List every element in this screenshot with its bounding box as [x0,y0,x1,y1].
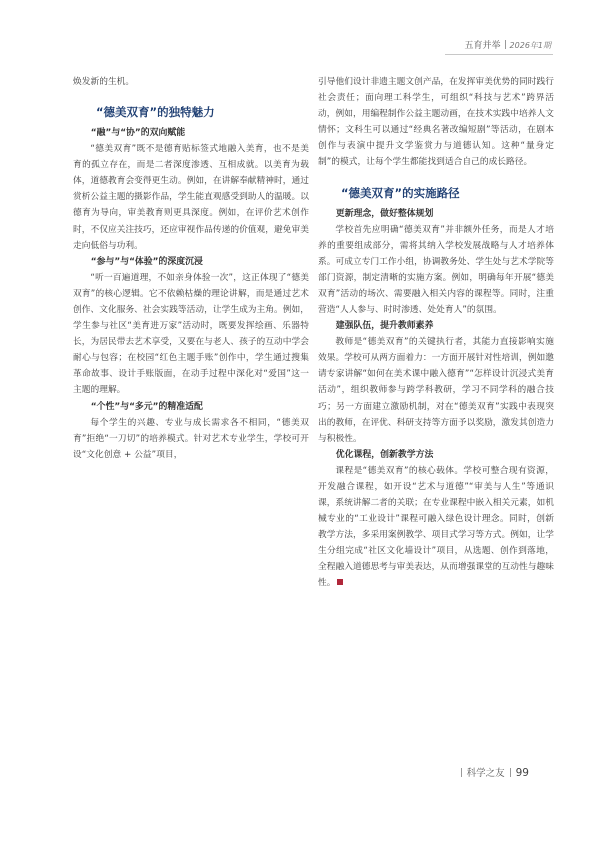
header-issue: 2026年1期 [509,41,551,50]
header-section: 五育并举 [464,41,501,51]
header-rule [445,54,553,55]
subheading-curriculum: 优化课程，创新教学方法 [335,449,434,460]
left-column [73,74,309,463]
footer-divider-left [461,768,462,777]
subheading-planning: 更新理念，做好整体规划 [335,208,434,219]
paragraph-fusion: “德美双育”既不是德育贴标签式地融入美育，也不是美育的孤立存在，而是二者深度渗透、互相成就。以美育为载体，道德教育会变得更生动。例如，在讲解奉献精神时，通过赏析公益主题的摄影作品，学生能直观感受到助人的温暖。以德育为导向，审美教育则更具深度。例如，在评价艺术创作时，不仅应关注技巧，还应审视作品传递的价值观，避免审美走向低俗与功利。 [73,144,309,251]
page-number: 99 [515,767,529,779]
header-divider [505,40,506,49]
article-end-mark-icon [337,579,343,585]
subheading-teachers: 建强队伍，提升教师素养 [335,321,434,332]
spacer [318,171,554,184]
left-intro-paragraph: 焕发新的生机。 [73,77,135,87]
section-heading-charm: “德美双育”的独特魅力 [96,105,215,120]
footer-divider-right [510,768,511,777]
paragraph-teachers: 教师是“德美双育”的关键执行者，其能力直接影响实施效果。学校可从两方面着力：一方面开展针对性培训，例如邀请专家讲解“如何在美术课中融入德育”“怎样设计沉浸式美育活动”，组织教师参与跨学科教研，学习不同学科的融合技巧；另一方面建立激励机制，对在“德美双育”实践中表现突出的教师，在评优、科研支持等方面予以奖励，激发其创造力与积极性。 [318,337,554,444]
page-footer [456,765,529,779]
spacer [73,90,309,103]
right-column [318,74,554,592]
paragraph-curriculum [318,463,554,592]
section-heading-paths: “德美双育”的实施路径 [341,185,460,200]
subheading-participation: “参与”与“体验”的深度沉浸 [90,256,203,267]
paragraph-participation: “听一百遍道理，不如亲身体验一次”，这正体现了“德美双育”的核心逻辑。它不依赖枯燥的理论讲解，而是通过艺术创作、文化服务、社会实践等活动，让学生成为主角。例如，学生参与社区“美育进万家”活动时，既要发挥绘画、乐器特长，为居民带去艺术享受，又要在与老人、孩子的互动中学会耐心与包容；在校园“红色主题手账”创作中，学生通过搜集革命故事、设计手账版面，在动手过程中深化对“爱国”这一主题的理解。 [73,272,309,396]
paragraph-planning: 学校首先应明确“德美双育”并非额外任务，而是人才培养的重要组成部分，需将其纳入学校发展战略与人才培养体系。可成立专门工作小组，协调教务处、学生处与艺术学院等部门资源，制定清晰的实施方案。例如，明确每年开展“德美双育”活动的场次、需要融入相关内容的课程等。同时，注重营造“人人参与、时时渗透、处处育人”的氛围。 [318,224,554,316]
paragraph-curriculum-text: 课程是“德美双育”的核心载体。学校可整合现有资源，开发融合课程，如开设“艺术与道德”“审美与人生”等通识课，系统讲解二者的关联；在专业课程中嵌入相关元素，如机械专业的“工业设计”课程可融入绿色设计理念。同时，创新教学方法，多采用案例教学、项目式学习等方式。例如，让学生分组完成“社区文化墙设计”项目，从选题、创作到落地，全程融入道德思考与审美表达，从而增强课堂的互动性与趣味性。 [318,465,554,589]
subheading-fusion: “融”与“协”的双向赋能 [90,128,186,139]
paragraph-individuality: 每个学生的兴趣、专业与成长需求各不相同，“德美双育”拒绝“一刀切”的培养模式。针对艺术专业学生，学校可开设“文化创意 + 公益”项目， [73,417,309,460]
running-header [465,38,551,51]
subheading-individuality: “个性”与“多元”的精准适配 [90,401,203,412]
right-intro-paragraph: 引导他们设计非遗主题文创产品，在发挥审美优势的同时践行社会责任；面向理工科学生，可组织“科技与艺术”跨界活动，例如，用编程制作公益主题动画，在技术实践中培养人文情怀；文科生可以通过“经典名著改编短剧”等活动，在剧本创作与表演中提升文学鉴赏力与道德认知。这种“量身定制”的模式，让每个学生都能找到适合自己的成长路径。 [318,77,554,168]
footer-journal: 科学之友 [466,768,505,779]
